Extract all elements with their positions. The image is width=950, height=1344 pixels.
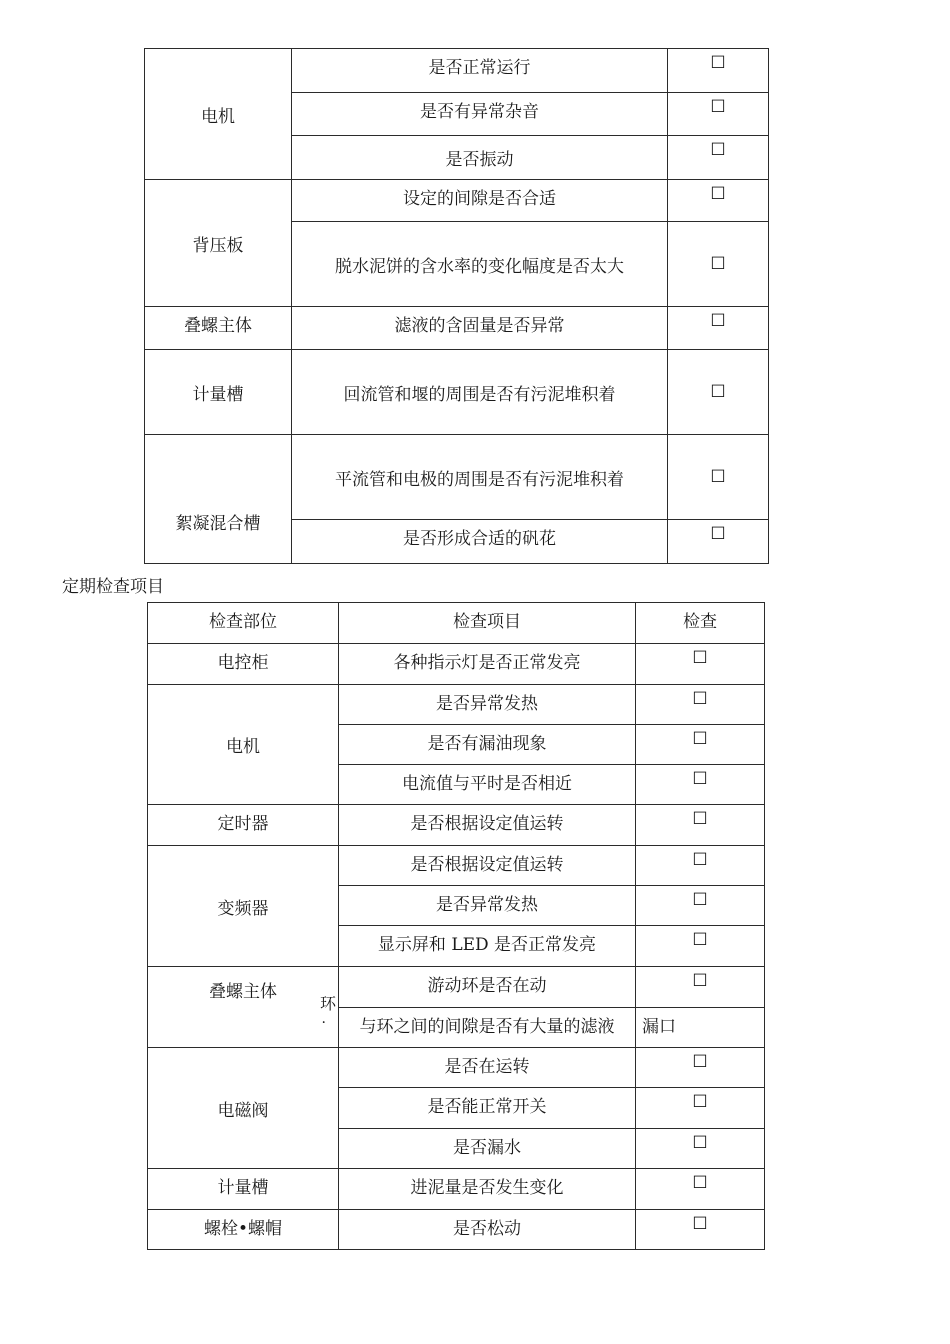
item-cell: 脱水泥饼的含水率的变化幅度是否太大 bbox=[292, 222, 668, 307]
checkbox[interactable]: ☐ bbox=[636, 1088, 765, 1129]
checkbox[interactable]: ☐ bbox=[636, 1210, 765, 1250]
part-cell: 计量槽 bbox=[148, 1169, 339, 1210]
item-cell: 进泥量是否发生变化 bbox=[339, 1169, 636, 1210]
leak-note: 漏口 bbox=[636, 1008, 765, 1048]
ring-dot: · bbox=[321, 1015, 326, 1031]
checkbox[interactable]: ☐ bbox=[636, 967, 765, 1008]
checkbox[interactable]: ☐ bbox=[636, 1129, 765, 1169]
item-cell: 滤液的含固量是否异常 bbox=[292, 307, 668, 350]
item-cell: 是否能正常开关 bbox=[339, 1088, 636, 1129]
part-cell: 电磁阀 bbox=[148, 1048, 339, 1169]
item-cell: 是否形成合适的矾花 bbox=[292, 520, 668, 564]
ring-note: 环 bbox=[319, 994, 336, 1013]
item-cell: 是否在运转 bbox=[339, 1048, 636, 1088]
item-cell: 回流管和堰的周围是否有污泥堆积着 bbox=[292, 350, 668, 435]
part-cell: 螺栓•螺帽 bbox=[148, 1210, 339, 1250]
item-cell: 是否松动 bbox=[339, 1210, 636, 1250]
part-cell: 絮凝混合槽 bbox=[145, 435, 292, 564]
item-cell: 是否根据设定值运转 bbox=[339, 846, 636, 886]
item-cell: 设定的间隙是否合适 bbox=[292, 180, 668, 222]
checkbox[interactable]: ☐ bbox=[668, 180, 769, 222]
item-cell: 显示屏和 LED 是否正常发亮 bbox=[339, 926, 636, 967]
checkbox[interactable]: ☐ bbox=[668, 136, 769, 180]
checkbox[interactable]: ☐ bbox=[636, 926, 765, 967]
checkbox[interactable]: ☐ bbox=[636, 644, 765, 685]
part-cell: 定时器 bbox=[148, 805, 339, 846]
daily-inspection-table bbox=[144, 48, 769, 564]
checkbox[interactable]: ☐ bbox=[636, 846, 765, 886]
item-cell: 与环之间的间隙是否有大量的滤液 bbox=[339, 1008, 636, 1048]
part-cell-dieluo bbox=[148, 967, 339, 1048]
item-cell: 是否漏水 bbox=[339, 1129, 636, 1169]
header-part: 检查部位 bbox=[148, 603, 339, 644]
checkbox[interactable]: ☐ bbox=[668, 307, 769, 350]
item-cell: 是否异常发热 bbox=[339, 886, 636, 926]
checkbox[interactable]: ☐ bbox=[636, 886, 765, 926]
checkbox[interactable]: ☐ bbox=[668, 350, 769, 435]
item-cell: 电流值与平时是否相近 bbox=[339, 765, 636, 805]
part-cell: 电机 bbox=[145, 49, 292, 180]
part-cell: 背压板 bbox=[145, 180, 292, 307]
checkbox[interactable]: ☐ bbox=[636, 685, 765, 725]
checkbox[interactable]: ☐ bbox=[636, 1048, 765, 1088]
checkbox[interactable]: ☐ bbox=[668, 93, 769, 136]
section-heading: 定期检查项目 bbox=[62, 577, 164, 597]
part-cell: 叠螺主体 bbox=[145, 307, 292, 350]
item-cell: 是否有异常杂音 bbox=[292, 93, 668, 136]
item-cell: 平流管和电极的周围是否有污泥堆积着 bbox=[292, 435, 668, 520]
checkbox[interactable]: ☐ bbox=[636, 725, 765, 765]
item-cell: 是否根据设定值运转 bbox=[339, 805, 636, 846]
item-cell: 各种指示灯是否正常发亮 bbox=[339, 644, 636, 685]
periodic-inspection-table bbox=[147, 602, 765, 1250]
item-cell: 游动环是否在动 bbox=[339, 967, 636, 1008]
part-cell: 电机 bbox=[148, 685, 339, 805]
checkbox[interactable]: ☐ bbox=[668, 49, 769, 93]
checkbox[interactable]: ☐ bbox=[636, 1169, 765, 1210]
checkbox[interactable]: ☐ bbox=[668, 520, 769, 564]
item-cell: 是否正常运行 bbox=[292, 49, 668, 93]
checkbox[interactable]: ☐ bbox=[668, 222, 769, 307]
item-cell: 是否异常发热 bbox=[339, 685, 636, 725]
checkbox[interactable]: ☐ bbox=[668, 435, 769, 520]
part-label: 叠螺主体 bbox=[209, 982, 277, 1002]
header-check: 检查 bbox=[636, 603, 765, 644]
checkbox[interactable]: ☐ bbox=[636, 805, 765, 846]
part-cell: 计量槽 bbox=[145, 350, 292, 435]
item-cell: 是否振动 bbox=[292, 136, 668, 180]
part-cell: 电控柜 bbox=[148, 644, 339, 685]
item-cell: 是否有漏油现象 bbox=[339, 725, 636, 765]
header-item: 检查项目 bbox=[339, 603, 636, 644]
checkbox[interactable]: ☐ bbox=[636, 765, 765, 805]
part-cell: 变频器 bbox=[148, 846, 339, 967]
